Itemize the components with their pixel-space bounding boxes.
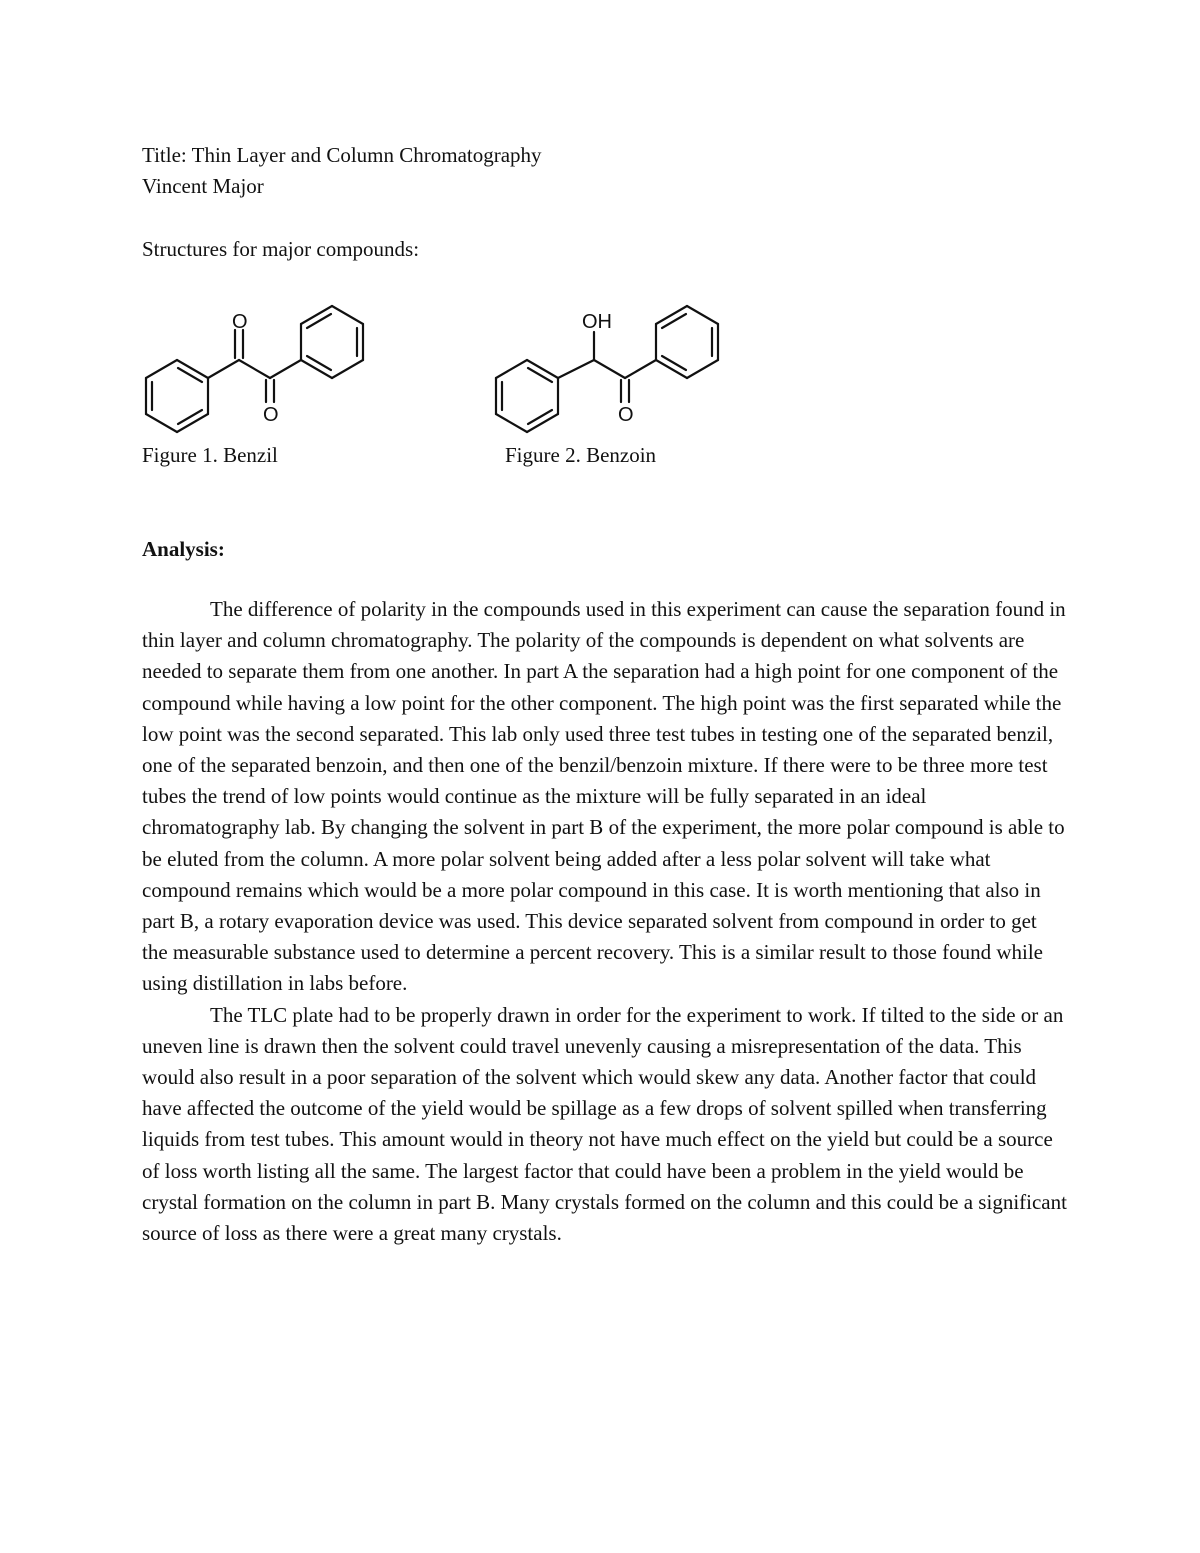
benzoin-caption: Figure 2. Benzoin	[505, 443, 657, 467]
author-name: Vincent Major	[142, 174, 264, 198]
bond	[687, 306, 718, 324]
benzoin-structure-diagram	[490, 298, 735, 438]
analysis-body	[142, 594, 1067, 1249]
bond	[528, 368, 552, 382]
bond	[178, 368, 202, 382]
bond	[270, 360, 301, 378]
analysis-heading: Analysis:	[142, 537, 225, 561]
document-title: Title: Thin Layer and Column Chromatography	[142, 143, 542, 167]
bond	[146, 360, 177, 378]
benzil-structure-diagram	[140, 298, 380, 438]
bond	[208, 360, 239, 378]
bond	[687, 360, 718, 378]
benzil-caption: Figure 1. Benzil	[142, 443, 278, 467]
benzoin-svg	[490, 298, 735, 438]
oxygen-label: O	[263, 404, 279, 426]
bond	[239, 360, 270, 378]
analysis-paragraph: The difference of polarity in the compounds used in this experiment can cause the separation found in thin layer and column chromatography. The polarity of the compounds is dependent on what solvents are needed to separate them from one another. In part A the separation had a high point for one component of the compound while having a low point for the other component. The high point was the first separated while the low point was the second separated. This lab only used three test tubes in testing one of the separated benzil, one of the separated benzoin, and then one of the benzil/benzoin mixture. If there were to be three more test tubes the trend of low points would continue as the mixture will be fully separated in an ideal chromatography lab. By changing the solvent in part B of the experiment, the more polar compound is able to be eluted from the column. A more polar solvent being added after a less polar solvent will take what compound remains which would be a more polar compound in this case. It is worth mentioning that also in part B, a rotary evaporation device was used. This device separated solvent from compound in order to get the measurable substance used to determine a percent recovery. This is a similar result to those found while using distillation in labs before.	[142, 597, 1066, 996]
hydroxyl-label: OH	[582, 311, 612, 333]
bond	[496, 414, 527, 432]
structures-heading: Structures for major compounds:	[142, 237, 420, 261]
oxygen-label: O	[618, 404, 634, 426]
bond	[558, 360, 594, 378]
bond	[496, 360, 527, 378]
bond	[332, 306, 363, 324]
benzil-svg	[140, 298, 380, 438]
bond	[307, 314, 331, 328]
oxygen-label: O	[232, 311, 248, 333]
bond	[307, 356, 331, 370]
analysis-paragraph: The TLC plate had to be properly drawn in order for the experiment to work. If tilted to the side or an uneven line is drawn then the solvent could travel unevenly causing a misrepresentation of the data. This would also result in a poor separation of the solvent which would skew any data. Another factor that could have affected the outcome of the yield would be spillage as a few drops of solvent spilled when transferring liquids from test tubes. This amount would in theory not have much effect on the yield but could be a source of loss worth listing all the same. The largest factor that could have been a problem in the yield would be crystal formation on the column in part B. Many crystals formed on the column and this could be a significant source of loss as there were a great many crystals.	[142, 1002, 1067, 1246]
bond	[528, 410, 552, 424]
bond	[332, 360, 363, 378]
bond	[662, 356, 686, 370]
bond	[594, 360, 625, 378]
bond	[625, 360, 656, 378]
bond	[662, 314, 686, 328]
bond	[178, 410, 202, 424]
bond	[146, 414, 177, 432]
